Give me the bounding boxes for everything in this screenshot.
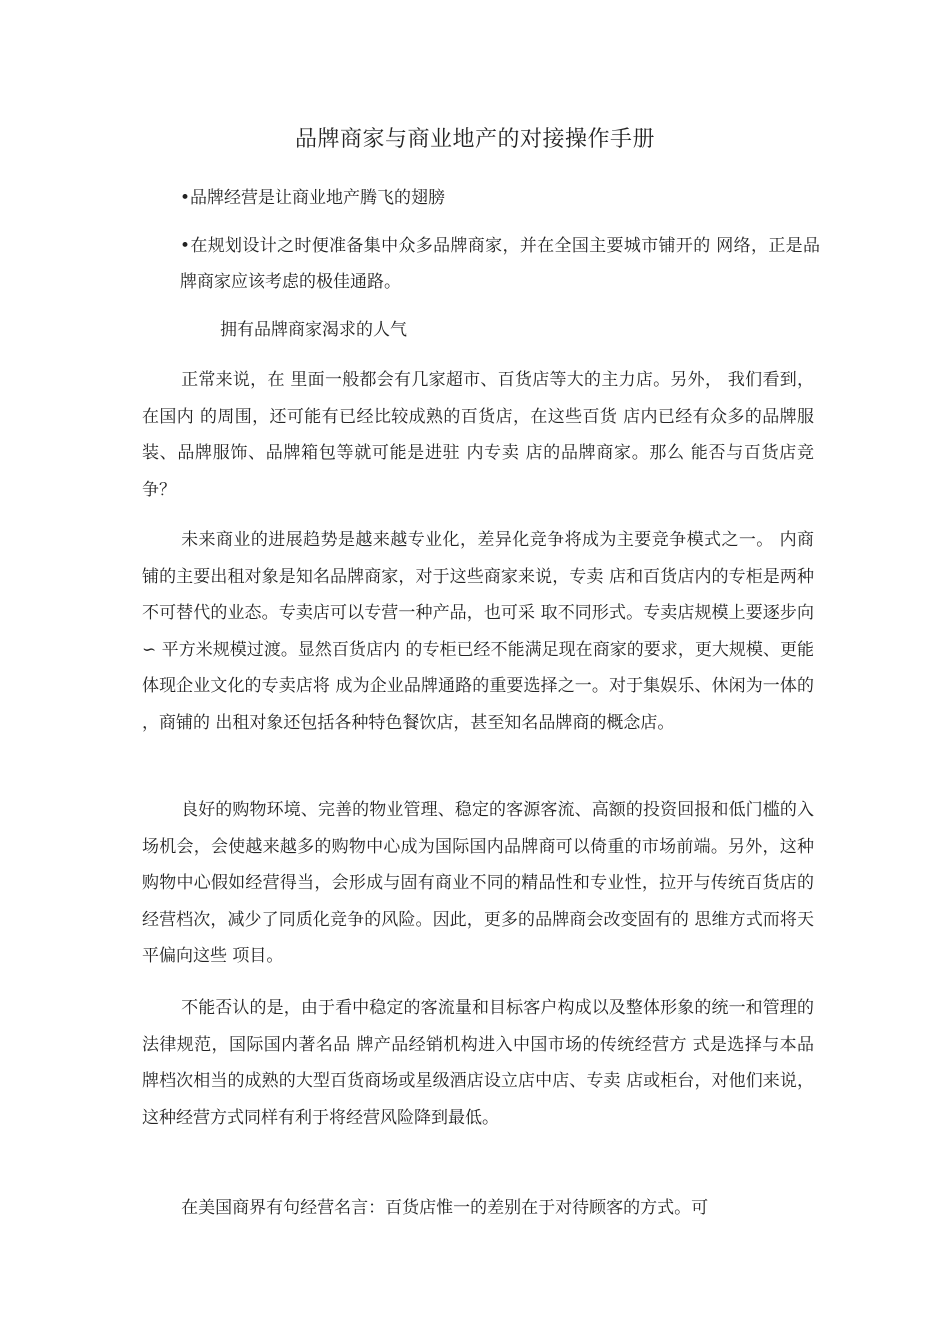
bullet-item: •在规划设计之时便准备集中众多品牌商家，并在全国主要城市铺开的 网络，正是品牌商家应该考虑的极佳通路。 (180, 236, 820, 292)
body-paragraph: 未来商业的进展趋势是越来越专业化，差异化竞争将成为主要竞争模式之一。 内商铺的主要出租对象是知名品牌商家，对于这些商家来说，专卖 店和百货店内的专柜是两种不可替代的业态。专卖店可以专营一种产品，也可采 取不同形式。专卖店规模上要逐步向 ∽ 平方米规模过渡。显然百货店内 的专柜已经不能满足现在商家的要求，更大规模、更能体现企业文化的专卖店将 成为企业品牌通路的重要选择之一。对于集娱乐、休闲为一体的 ，商铺的 出租对象还包括各种特色餐饮店，甚至知名品牌商的概念店。 (142, 530, 814, 733)
body-paragraph: 在美国商界有句经营名言：百货店惟一的差别在于对待顾客的方式。可 (181, 1198, 709, 1218)
body-paragraph: 不能否认的是，由于看中稳定的客流量和目标客户构成以及整体形象的统一和管理的法律规范，国际国内著名品 牌产品经销机构进入中国市场的传统经营方 式是选择与本品牌档次相当的成熟的大型百货商场或星级酒店设立店中店、专卖 店或柜台，对他们来说，这种经营方式同样有利于将经营风险降到最低。 (142, 998, 814, 1128)
document-title: 品牌商家与商业地产的对接操作手册 (294, 127, 655, 152)
body-paragraph: 正常来说，在 里面一般都会有几家超市、百货店等大的主力店。另外， 我们看到，在国内 的周围，还可能有已经比较成熟的百货店，在这些百货 店内已经有众多的品牌服装、品牌服饰、品牌箱包等就可能是进驻 内专卖 店的品牌商家。那么 能否与百货店竞争？ (142, 370, 814, 500)
body-paragraph: 良好的购物环境、完善的物业管理、稳定的客源客流、高额的投资回报和低门槛的入场机会，会使越来越多的购物中心成为国际国内品牌商可以倚重的市场前端。另外，这种购物中心假如经营得当，会形成与固有商业不同的精品性和专业性，拉开与传统百货店的经营档次，减少了同质化竞争的风险。因此，更多的品牌商会改变固有的 思维方式而将天平偏向这些 项目。 (142, 800, 814, 966)
section-subheading: 拥有品牌商家渴求的人气 (220, 320, 407, 340)
bullet-item: •品牌经营是让商业地产腾飞的翅膀 (180, 188, 446, 208)
